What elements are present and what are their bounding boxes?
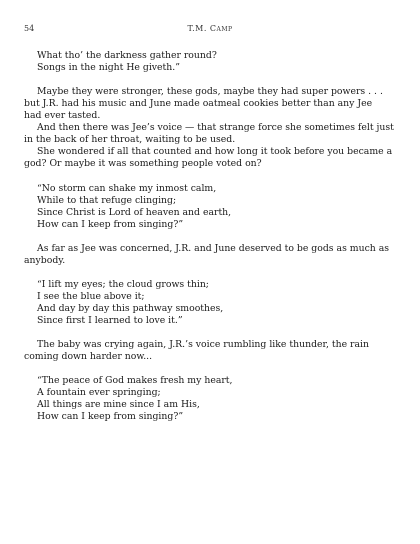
paragraph-line: coming down harder now... — [24, 351, 153, 363]
blank-line — [24, 327, 404, 339]
paragraph-line: anybody. — [24, 254, 66, 266]
verse-stanza — [24, 279, 404, 327]
verse-line: A fountain ever springing; — [37, 387, 161, 399]
blank-line — [24, 231, 404, 243]
verse-line: Songs in the night He giveth.” — [37, 62, 180, 74]
verse-line: While to that refuge clinging; — [37, 194, 177, 206]
verse-line: Since Christ is Lord of heaven and earth, — [37, 206, 232, 218]
verse-line: I see the blue above it; — [37, 290, 145, 302]
paragraph-line: The baby was crying again, J.R.’s voice rumbling like thunder, the rain — [37, 339, 369, 351]
verse-line: All things are mine since I am His, — [37, 399, 200, 411]
paragraph-line: in the back of her throat, waiting to be used. — [24, 134, 236, 146]
blank-line — [24, 363, 404, 375]
paragraph — [24, 146, 404, 170]
verse-stanza — [24, 375, 404, 423]
paragraph-line: And then there was Jee’s voice — that strange force she sometimes felt just — [37, 122, 394, 134]
blank-line — [24, 170, 404, 182]
blank-line — [24, 74, 404, 86]
verse-line: “I lift my eyes; the cloud grows thin; — [37, 278, 209, 290]
paragraph-line: As far as Jee was concerned, J.R. and June deserved to be gods as much as — [37, 242, 390, 254]
paragraph — [24, 243, 404, 267]
verse-line: “The peace of God makes fresh my heart, — [37, 375, 233, 387]
paragraph-line: had ever tasted. — [24, 110, 101, 122]
paragraph-line: but J.R. had his music and June made oatmeal cookies better than any Jee — [24, 98, 373, 110]
verse-stanza — [24, 50, 404, 74]
body-text — [24, 50, 404, 423]
verse-line: And day by day this pathway smoothes, — [37, 302, 224, 314]
verse-line: “No storm can shake my inmost calm, — [37, 182, 217, 194]
paragraph-line: god? Or maybe it was something people voted on? — [24, 158, 262, 170]
verse-line: Since first I learned to love it.” — [37, 315, 183, 327]
verse-stanza — [24, 183, 404, 231]
paragraph-line: She wondered if all that counted and how long it took before you became a — [37, 146, 393, 158]
paragraph — [24, 86, 404, 122]
running-head: T.M. Camp — [187, 24, 233, 33]
page-header — [24, 24, 396, 38]
verse-line: What tho’ the darkness gather round? — [37, 50, 217, 61]
verse-line: How can I keep from singing?” — [37, 411, 184, 423]
paragraph — [24, 339, 404, 363]
paragraph-line: Maybe they were stronger, these gods, maybe they had super powers . . . — [37, 86, 383, 98]
paragraph — [24, 122, 404, 146]
page-number: 54 — [24, 24, 35, 33]
blank-line — [24, 267, 404, 279]
verse-line: How can I keep from singing?” — [37, 218, 184, 230]
